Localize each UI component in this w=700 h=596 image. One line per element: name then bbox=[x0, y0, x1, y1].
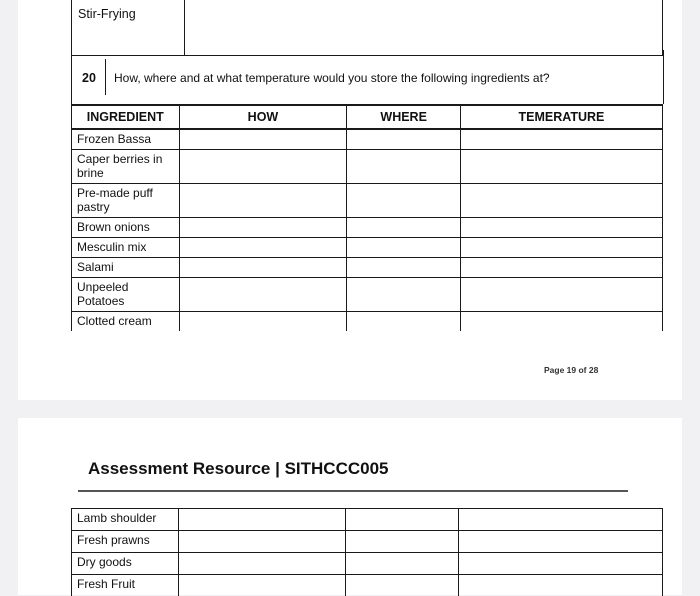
how-cell[interactable] bbox=[179, 531, 346, 553]
header-temperature: TEMERATURE bbox=[460, 105, 662, 129]
how-cell[interactable] bbox=[179, 238, 347, 258]
temperature-cell[interactable] bbox=[459, 509, 663, 531]
table-row bbox=[72, 312, 663, 332]
how-cell[interactable] bbox=[179, 150, 347, 184]
ingredient-cell: Lamb shoulder bbox=[72, 509, 179, 531]
row-label-stir-frying: Stir-Frying bbox=[72, 0, 185, 56]
temperature-cell[interactable] bbox=[460, 218, 662, 238]
document-page-19 bbox=[18, 0, 682, 400]
how-cell[interactable] bbox=[179, 129, 347, 150]
table-row bbox=[72, 150, 663, 184]
table-row bbox=[72, 575, 663, 596]
ingredient-cell: Pre-made puff pastry bbox=[72, 184, 180, 218]
page-title: Assessment Resource | SITHCCC005 bbox=[88, 459, 389, 479]
answer-cell[interactable] bbox=[185, 0, 663, 56]
how-cell[interactable] bbox=[179, 258, 347, 278]
how-cell[interactable] bbox=[179, 278, 347, 312]
table-row bbox=[72, 0, 663, 56]
table-row bbox=[72, 218, 663, 238]
where-cell[interactable] bbox=[347, 312, 461, 332]
ingredient-cell: Fresh prawns bbox=[72, 531, 179, 553]
ingredient-cell: Caper berries in brine bbox=[72, 150, 180, 184]
where-cell[interactable] bbox=[347, 218, 461, 238]
where-cell[interactable] bbox=[346, 575, 459, 596]
ingredient-cell: Fresh Fruit bbox=[72, 575, 179, 596]
ingredient-cell: Unpeeled Potatoes bbox=[72, 278, 180, 312]
how-cell[interactable] bbox=[179, 312, 347, 332]
question-number: 20 bbox=[82, 71, 96, 85]
temperature-cell[interactable] bbox=[460, 150, 662, 184]
storage-table bbox=[71, 104, 663, 331]
where-cell[interactable] bbox=[346, 509, 459, 531]
ingredient-cell: Salami bbox=[72, 258, 180, 278]
question-text: How, where and at what temperature would you store the following ingredients at? bbox=[114, 71, 550, 85]
ingredient-cell: Brown onions bbox=[72, 218, 180, 238]
previous-question-table bbox=[71, 0, 663, 56]
ingredient-cell: Dry goods bbox=[72, 553, 179, 575]
table-row bbox=[72, 238, 663, 258]
ingredient-cell: Frozen Bassa bbox=[72, 129, 180, 150]
page-number: Page 19 of 28 bbox=[544, 365, 598, 375]
temperature-cell[interactable] bbox=[460, 258, 662, 278]
where-cell[interactable] bbox=[346, 531, 459, 553]
table-row bbox=[72, 184, 663, 218]
header-where: WHERE bbox=[347, 105, 461, 129]
header-ingredient: INGREDIENT bbox=[72, 105, 180, 129]
where-cell[interactable] bbox=[347, 129, 461, 150]
temperature-cell[interactable] bbox=[460, 184, 662, 218]
divider bbox=[105, 59, 106, 95]
table-row bbox=[72, 509, 663, 531]
document-page-20 bbox=[18, 418, 682, 595]
table-row bbox=[72, 531, 663, 553]
how-cell[interactable] bbox=[179, 553, 346, 575]
how-cell[interactable] bbox=[179, 184, 347, 218]
title-underline bbox=[78, 490, 628, 492]
where-cell[interactable] bbox=[347, 184, 461, 218]
temperature-cell[interactable] bbox=[460, 238, 662, 258]
temperature-cell[interactable] bbox=[459, 553, 663, 575]
temperature-cell[interactable] bbox=[460, 312, 662, 332]
where-cell[interactable] bbox=[347, 150, 461, 184]
question-20-row bbox=[71, 50, 664, 104]
where-cell[interactable] bbox=[347, 278, 461, 312]
table-row bbox=[72, 258, 663, 278]
header-how: HOW bbox=[179, 105, 347, 129]
table-row bbox=[72, 129, 663, 150]
temperature-cell[interactable] bbox=[459, 531, 663, 553]
ingredient-cell: Clotted cream bbox=[72, 312, 180, 332]
temperature-cell[interactable] bbox=[460, 129, 662, 150]
where-cell[interactable] bbox=[347, 238, 461, 258]
table-row bbox=[72, 553, 663, 575]
how-cell[interactable] bbox=[179, 218, 347, 238]
temperature-cell[interactable] bbox=[459, 575, 663, 596]
table-row bbox=[72, 278, 663, 312]
storage-table-continued bbox=[71, 508, 663, 596]
temperature-cell[interactable] bbox=[460, 278, 662, 312]
where-cell[interactable] bbox=[346, 553, 459, 575]
where-cell[interactable] bbox=[347, 258, 461, 278]
how-cell[interactable] bbox=[179, 575, 346, 596]
table-header-row bbox=[72, 105, 663, 129]
ingredient-cell: Mesculin mix bbox=[72, 238, 180, 258]
how-cell[interactable] bbox=[179, 509, 346, 531]
